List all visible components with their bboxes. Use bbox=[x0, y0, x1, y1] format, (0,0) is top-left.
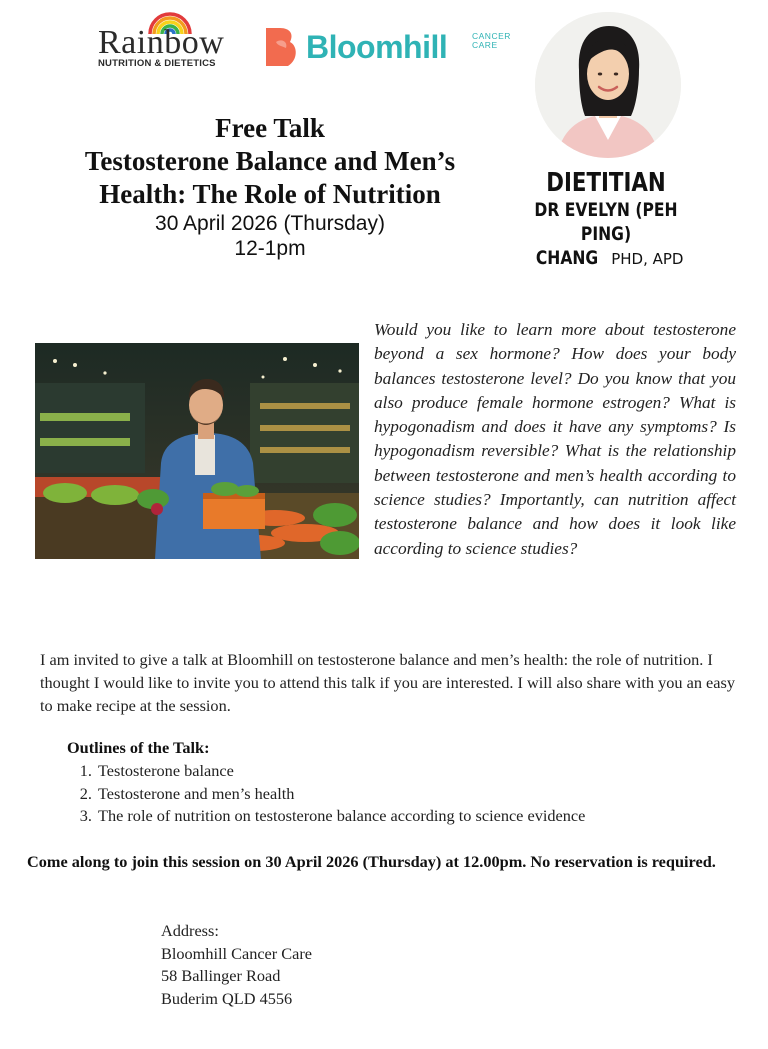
address-label: Address: bbox=[161, 921, 219, 940]
outline-title: Outlines of the Talk: bbox=[67, 738, 210, 757]
presenter-name-line2 bbox=[490, 246, 722, 271]
presenter-portrait-illustration bbox=[535, 12, 681, 158]
bloomhill-logo-tagline: CANCER CARE bbox=[472, 31, 511, 50]
address-block bbox=[161, 920, 312, 1010]
talk-header bbox=[0, 112, 540, 261]
talk-label: Free Talk bbox=[215, 113, 325, 143]
outline-list bbox=[62, 760, 585, 828]
body-paragraph: I am invited to give a talk at Bloomhill on testosterone balance and men’s health: the role of nutrition. I thought I would like to invite you to attend this talk if you are interested. I will also share with you an easy to make recipe at the session. bbox=[40, 650, 735, 715]
presenter-name-line1: DR EVELYN (PEH PING) bbox=[534, 199, 678, 245]
talk-title-line2: Health: The Role of Nutrition bbox=[99, 179, 441, 209]
outline-item: 3. The role of nutrition on testosterone balance according to science evidence bbox=[96, 805, 585, 828]
bloomhill-logo bbox=[262, 26, 522, 74]
presenter-credentials: PHD, APD bbox=[611, 250, 684, 268]
rainbow-logo-subtitle: NUTRITION & DIETETICS bbox=[98, 58, 216, 69]
address-line2: 58 Ballinger Road bbox=[161, 966, 281, 985]
talk-date: 30 April 2026 (Thursday) bbox=[155, 212, 385, 235]
bloomhill-mark-icon bbox=[262, 26, 300, 68]
presenter-surname: CHANG bbox=[535, 247, 598, 269]
bloomhill-logo-name: Bloomhill bbox=[306, 29, 448, 65]
rainbow-logo-name: Rainbow bbox=[98, 24, 225, 61]
rainbow-logo bbox=[96, 8, 236, 70]
address-line1: Bloomhill Cancer Care bbox=[161, 943, 313, 963]
man-shopping-vegetables-illustration bbox=[35, 343, 359, 559]
grocery-photo bbox=[35, 343, 359, 559]
talk-title-line1: Testosterone Balance and Men’s bbox=[84, 146, 456, 176]
intro-paragraph: Would you like to learn more about testosterone beyond a sex hormone? How does your body balances testosterone level? Do you know that you also produce female hormone estrogen? What is hypogonadism and does it have any symptoms? Is hypogonadism reversible? What is the relationship between testosterone and men’s health according to science studies? Importantly, can nutrition affect testosterone balance and how does it look like according to science studies? bbox=[374, 320, 736, 558]
presenter-role: DIETITIAN bbox=[546, 168, 666, 198]
talk-time: 12-1pm bbox=[234, 237, 306, 260]
presenter-portrait bbox=[535, 12, 681, 158]
outline-item: 1. Testosterone balance bbox=[96, 760, 585, 783]
presenter-details bbox=[490, 168, 722, 271]
address-line3: Buderim QLD 4556 bbox=[161, 988, 293, 1008]
outline-item: 2. Testosterone and men’s health bbox=[96, 783, 585, 806]
call-to-action: Come along to join this session on 30 April 2026 (Thursday) at 12.00pm. No reservation is required. bbox=[27, 852, 716, 871]
